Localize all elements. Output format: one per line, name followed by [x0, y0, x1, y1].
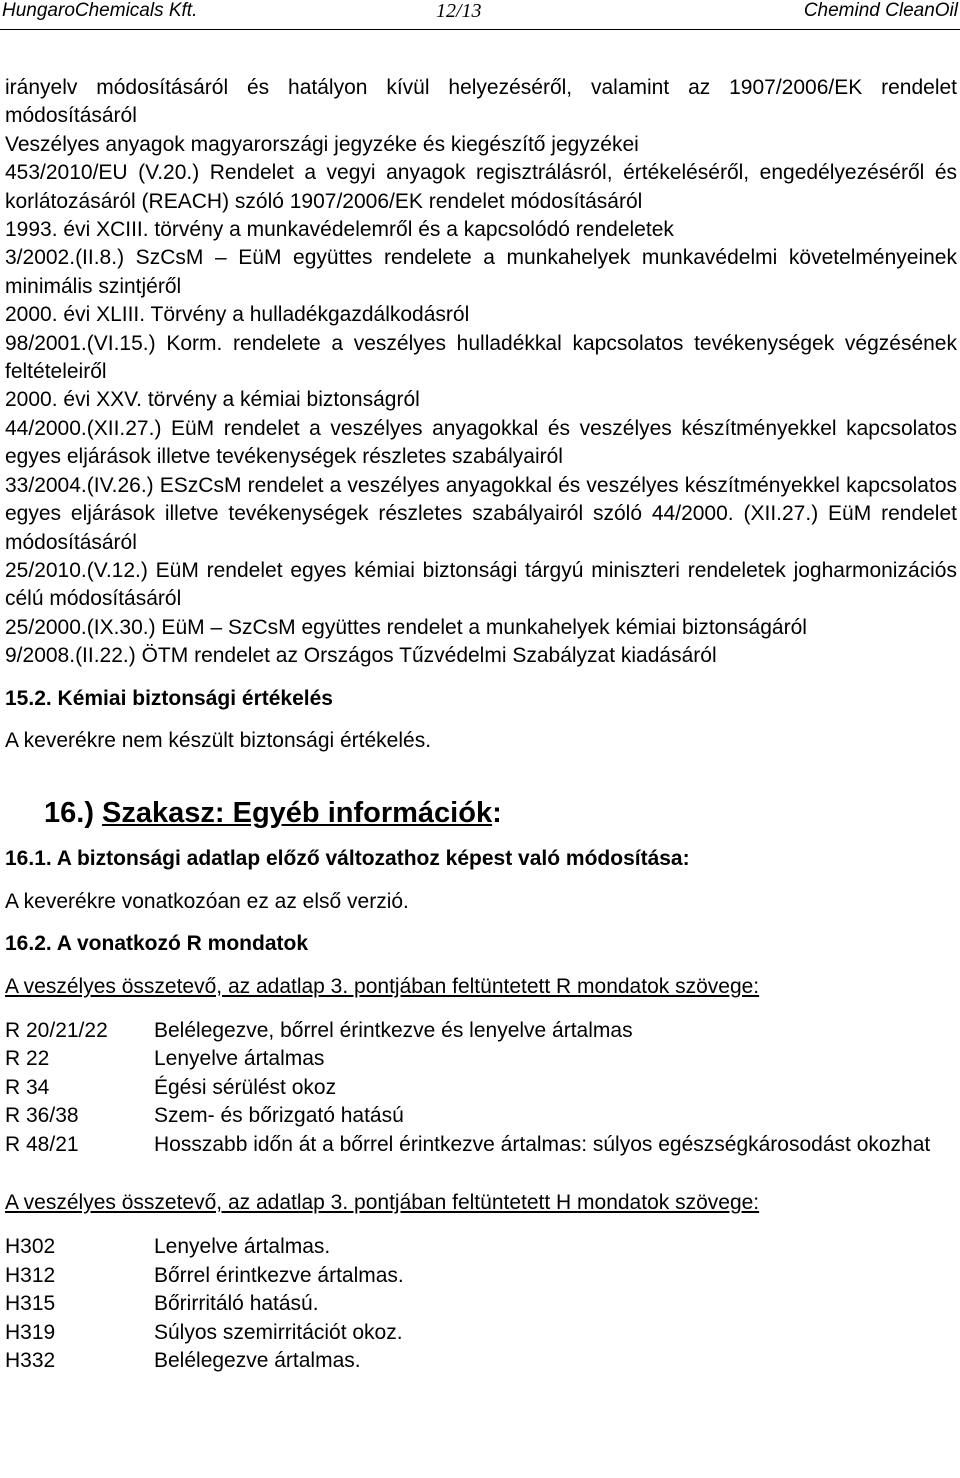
regulation-item: 98/2001.(VI.15.) Korm. rendelete a veszélyes hulladékkal kapcsolatos tevékenységek végzésének feltételeiről [5, 331, 957, 384]
section-16-number: 16.) [44, 797, 94, 830]
r-phrase-text: Lenyelve ártalmas [154, 1047, 325, 1071]
r-phrase-code: R 20/21/22 [5, 1018, 108, 1042]
r-phrase-list [5, 1017, 957, 1159]
header-product: Chemind CleanOil [803, 0, 958, 21]
h-phrase-text: Bőrrel érintkezve ártalmas. [154, 1263, 404, 1287]
r-phrase-row [5, 1045, 957, 1073]
regulation-item: 44/2000.(XII.27.) EüM rendelet a veszélyes anyagokkal és veszélyes készítményekkel kapcsolatos egyes eljárások illetve tevékenységek részletes szabályairól [5, 416, 957, 469]
h-phrase-row [5, 1347, 957, 1375]
document-body [5, 74, 957, 1375]
regulation-item: 453/2010/EU (V.20.) Rendelet a vegyi anyagok regisztrálásról, értékeléséről, engedélyezéséről és korlátozásáról (REACH) szóló 1907/2006/EK rendelet módosításáról [5, 161, 957, 213]
section-16-2-heading: 16.2. A vonatkozó R mondatok [5, 932, 308, 956]
r-phrases-intro: A veszélyes összetevő, az adatlap 3. pontjában feltüntetett R mondatok szövege: [5, 974, 760, 998]
page-header [0, 0, 960, 26]
h-phrase-text: Lenyelve ártalmas. [154, 1235, 331, 1259]
h-phrase-row [5, 1262, 957, 1290]
r-phrase-code: R 34 [5, 1075, 50, 1099]
regulation-list [5, 74, 957, 671]
regulation-item: 9/2008.(II.22.) ÖTM rendelet az Országos Tűzvédelmi Szabályzat kiadásáról [5, 644, 717, 668]
h-phrase-list [5, 1233, 957, 1375]
section-16-label: Szakasz: Egyéb információk [102, 797, 493, 830]
regulation-item: irányelv módosításáról és hatályon kívül helyezéséről, valamint az 1907/2006/EK rendelet módosításáról [5, 76, 957, 128]
section-16-title [44, 795, 957, 831]
h-phrases-intro: A veszélyes összetevő, az adatlap 3. pontjában feltüntetett H mondatok szövege: [5, 1191, 760, 1214]
header-company: HungaroChemicals Kft. [2, 0, 198, 21]
r-phrase-row [5, 1131, 957, 1159]
r-phrase-code: R 22 [5, 1047, 50, 1071]
r-phrase-text: Szem- és bőrizgató hatású [154, 1104, 404, 1128]
regulation-item: 2000. évi XXV. törvény a kémiai biztonságról [5, 388, 420, 412]
r-phrase-text: Hosszabb időn át a bőrrel érintkezve ártalmas: súlyos egészségkárosodást okozhat [154, 1132, 931, 1156]
r-phrase-text: Belélegezve, bőrrel érintkezve és lenyelve ártalmas [154, 1018, 633, 1042]
r-phrase-row [5, 1074, 957, 1102]
h-phrase-code: H319 [5, 1320, 56, 1344]
header-page-number: 12/13 [436, 0, 482, 22]
h-phrase-text: Súlyos szemirritációt okoz. [154, 1320, 403, 1344]
section-16-1-heading: 16.1. A biztonsági adatlap előző változathoz képest való módosítása: [5, 847, 690, 871]
regulation-item: 25/2000.(IX.30.) EüM – SzCsM együttes rendelet a munkahelyek kémiai biztonságáról [5, 615, 807, 639]
r-phrase-text: Égési sérülést okoz [154, 1075, 337, 1099]
r-phrase-row [5, 1017, 957, 1045]
section-16-1-text: A keverékre vonatkozóan ez az első verzió. [5, 889, 409, 913]
h-phrase-code: H302 [5, 1235, 56, 1259]
regulation-item: 33/2004.(IV.26.) ESzCsM rendelet a veszélyes anyagokkal és veszélyes készítményekkel kapcsolatos egyes eljárások illetve tevékenységek részletes szabályairól szóló 44/2000. (XII.27.) EüM rendelet módosításáról [5, 473, 957, 554]
h-phrase-row [5, 1233, 957, 1261]
header-rule [0, 29, 960, 30]
section-15-2-heading: 15.2. Kémiai biztonsági értékelés [5, 686, 333, 710]
regulation-item: 2000. évi XLIII. Törvény a hulladékgazdálkodásról [5, 303, 470, 327]
section-15-2-text: A keverékre nem készült biztonsági értékelés. [5, 728, 432, 752]
h-phrase-text: Belélegezve ártalmas. [154, 1349, 361, 1373]
h-phrase-row [5, 1290, 957, 1318]
h-phrase-code: H312 [5, 1263, 56, 1287]
regulation-item: 25/2010.(V.12.) EüM rendelet egyes kémiai biztonsági tárgyú miniszteri rendeletek jogharmonizációs célú módosításáról [5, 558, 957, 611]
section-16-colon: : [492, 797, 502, 830]
r-phrase-code: R 36/38 [5, 1104, 79, 1128]
regulation-item: 1993. évi XCIII. törvény a munkavédelemről és a kapcsolódó rendeletek [5, 218, 674, 242]
regulation-item: 3/2002.(II.8.) SzCsM – EüM együttes rendelete a munkahelyek munkavédelmi követelményeinek minimális szintjéről [5, 246, 957, 298]
h-phrase-code: H315 [5, 1292, 56, 1316]
regulation-item: Veszélyes anyagok magyarországi jegyzéke és kiegészítő jegyzékei [5, 132, 639, 156]
r-phrase-code: R 48/21 [5, 1132, 79, 1156]
h-phrase-row [5, 1319, 957, 1347]
r-phrase-row [5, 1102, 957, 1130]
h-phrase-text: Bőrirritáló hatású. [154, 1292, 319, 1316]
h-phrase-code: H332 [5, 1349, 56, 1373]
